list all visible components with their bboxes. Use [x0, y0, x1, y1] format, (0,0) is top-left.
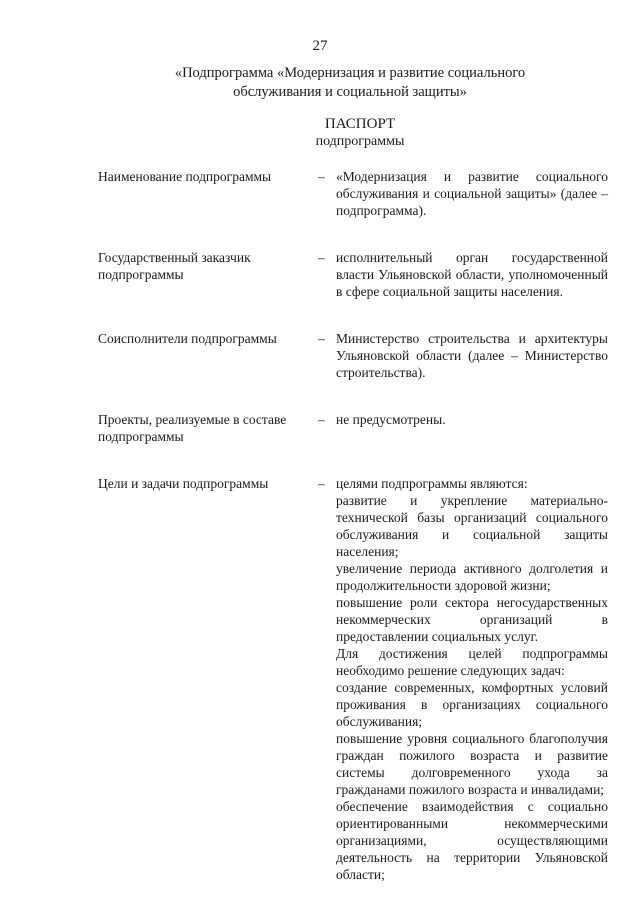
page-number: 27 — [312, 38, 328, 54]
row-value — [336, 411, 608, 445]
value-paragraph: не предусмотрены. — [336, 412, 446, 427]
row-label: Проекты, реализуемые в составе подпрограммы — [98, 412, 287, 444]
row-dash: – — [318, 250, 325, 265]
value-paragraph: Министерство строительства и архитектуры Ульяновской области (далее – Министерство строительства). — [336, 331, 608, 380]
passport-row — [98, 168, 608, 219]
row-label: Государственный заказчик подпрограммы — [98, 250, 251, 282]
passport-row — [98, 475, 608, 883]
row-dash: – — [318, 169, 325, 184]
row-label: Наименование подпрограммы — [98, 169, 272, 184]
passport-heading: ПАСПОРТ — [324, 116, 396, 132]
value-paragraph: развитие и укрепление материально-технической базы организаций социального обслуживания и социальной защиты населения; — [336, 493, 608, 559]
value-paragraph: повышение роли сектора негосударственных некоммерческих организаций в предоставлении социальных услуг. — [336, 595, 608, 644]
passport-row — [98, 411, 608, 445]
row-value — [336, 330, 608, 381]
value-paragraph: увеличение периода активного долголетия и продолжительности здоровой жизни; — [336, 561, 608, 593]
subprogram-title: «Подпрограмма «Модернизация и развитие социального обслуживания и социальной защиты» — [174, 65, 526, 100]
passport-subheading: подпрограммы — [315, 134, 405, 149]
row-dash: – — [318, 331, 325, 346]
row-dash: – — [318, 412, 325, 427]
value-paragraph: повышение уровня социального благополучия граждан пожилого возраста и развитие системы долговременного ухода за гражданами пожилого возраста и инвалидами; — [336, 731, 608, 797]
value-paragraph: «Модернизация и развитие социального обслуживания и социальной защиты» (далее – подпрограмма). — [336, 169, 608, 218]
value-paragraph: создание современных, комфортных условий проживания в организациях социального обслуживания; — [336, 680, 608, 729]
row-dash: – — [318, 476, 325, 491]
passport-row — [98, 249, 608, 300]
value-paragraph: целями подпрограммы являются: — [336, 476, 528, 491]
row-label: Цели и задачи подпрограммы — [98, 476, 269, 491]
value-paragraph: Для достижения целей подпрограммы необходимо решение следующих задач: — [336, 646, 608, 678]
row-value — [336, 475, 608, 883]
row-value — [336, 249, 608, 300]
row-label: Соисполнители подпрограммы — [98, 331, 277, 346]
value-paragraph: обеспечение взаимодействия с социально ориентированными некоммерческими организациями, осуществляющими деятельность на территории Ульяновской области; — [336, 799, 608, 882]
passport-row — [98, 330, 608, 381]
passport-table — [98, 168, 608, 913]
row-value — [336, 168, 608, 219]
value-paragraph: исполнительный орган государственной власти Ульяновской области, уполномоченный в сфере социальной защиты населения. — [336, 250, 608, 299]
